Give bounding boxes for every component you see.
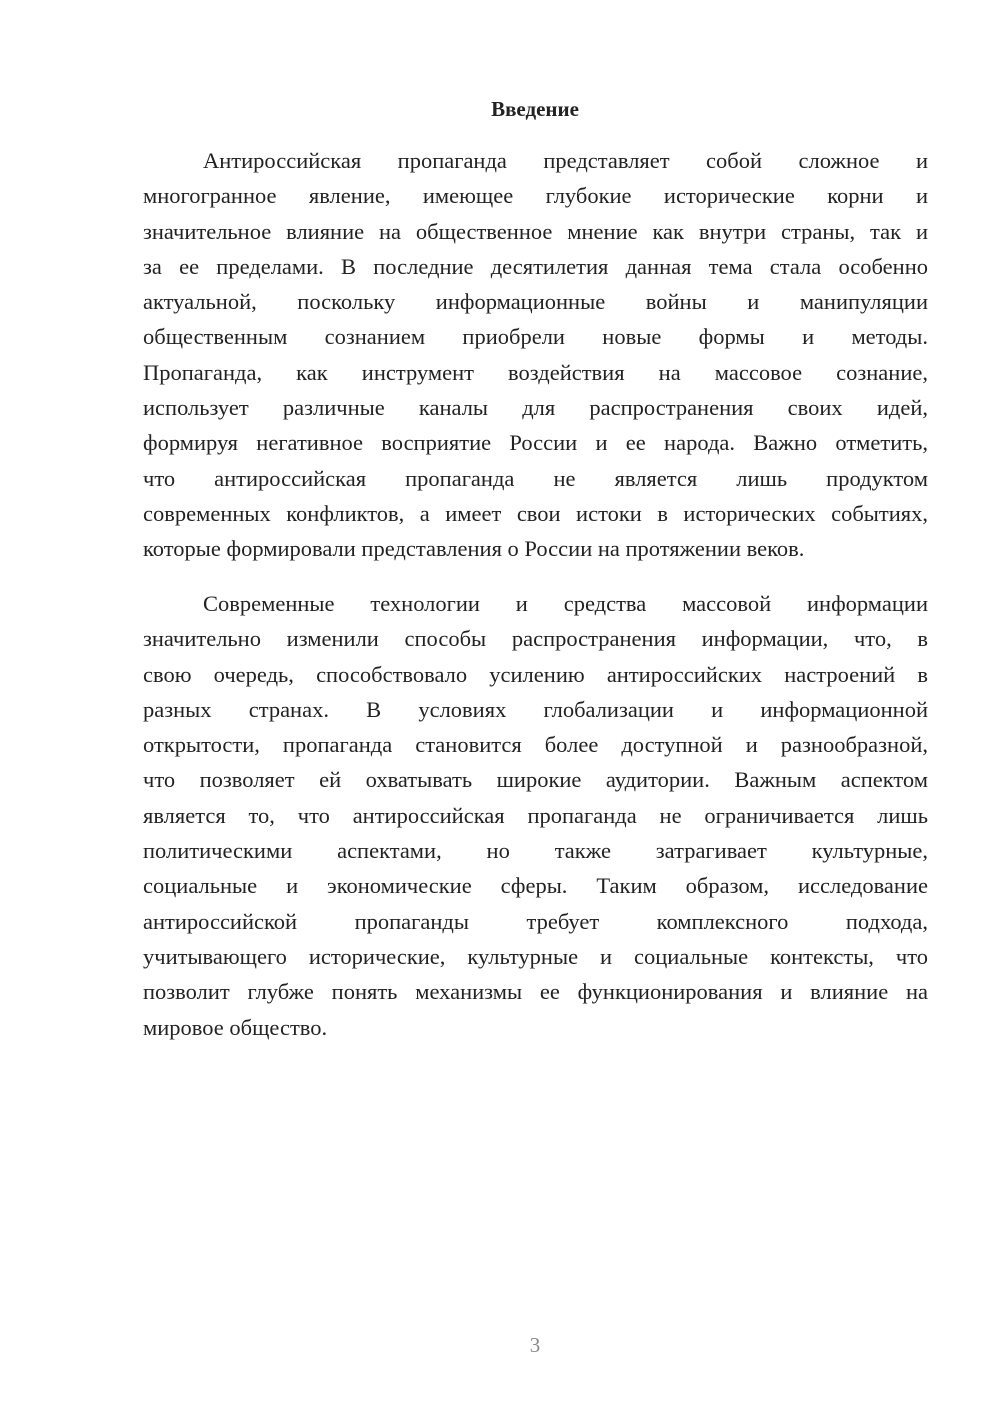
paragraph-1	[143, 143, 928, 567]
text-line: социальные и экономические сферы. Таким образом, исследование	[143, 873, 928, 899]
text-line: значительное влияние на общественное мнение как внутри страны, так и	[143, 218, 928, 244]
paragraph-2	[143, 586, 928, 1045]
text-line: является то, что антироссийская пропаганда не ограничивается лишь	[143, 802, 928, 828]
text-line: многогранное явление, имеющее глубокие исторические корни и	[143, 183, 928, 209]
text-line: учитывающего исторические, культурные и социальные контексты, что	[143, 943, 928, 969]
text-line: свою очередь, способствовало усилению антироссийских настроений в	[143, 661, 928, 687]
text-line: мировое общество.	[143, 1014, 328, 1040]
text-line: современных конфликтов, а имеет свои истоки в исторических событиях,	[143, 500, 928, 526]
text-line: открытости, пропаганда становится более доступной и разнообразной,	[143, 732, 928, 758]
text-line: которые формировали представления о России на протяжении веков.	[143, 536, 805, 562]
text-line: значительно изменили способы распространения информации, что, в	[143, 626, 928, 652]
text-line: что антироссийская пропаганда не является лишь продуктом	[143, 465, 928, 491]
text-line: антироссийской пропаганды требует комплексного подхода,	[143, 908, 928, 934]
text-line: использует различные каналы для распространения своих идей,	[143, 395, 928, 421]
text-line: за ее пределами. В последние десятилетия данная тема стала особенно	[143, 253, 928, 279]
text-line: Антироссийская пропаганда представляет собой сложное и	[203, 148, 928, 173]
text-line: Современные технологии и средства массовой информации	[203, 591, 928, 616]
text-line: политическими аспектами, но также затрагивает культурные,	[143, 838, 928, 864]
text-line: разных странах. В условиях глобализации и информационной	[143, 696, 928, 722]
page-number: 3	[529, 1333, 541, 1357]
text-line: общественным сознанием приобрели новые формы и методы.	[143, 324, 928, 350]
text-line: Пропаганда, как инструмент воздействия на массовое сознание,	[143, 359, 928, 385]
text-line: что позволяет ей охватывать широкие аудитории. Важным аспектом	[143, 767, 928, 793]
section-title: Введение	[491, 97, 579, 121]
text-line: актуальной, поскольку информационные войны и манипуляции	[143, 289, 928, 315]
text-line: формируя негативное восприятие России и ее народа. Важно отметить,	[143, 430, 928, 456]
text-line: позволит глубже понять механизмы ее функционирования и влияние на	[143, 979, 928, 1005]
